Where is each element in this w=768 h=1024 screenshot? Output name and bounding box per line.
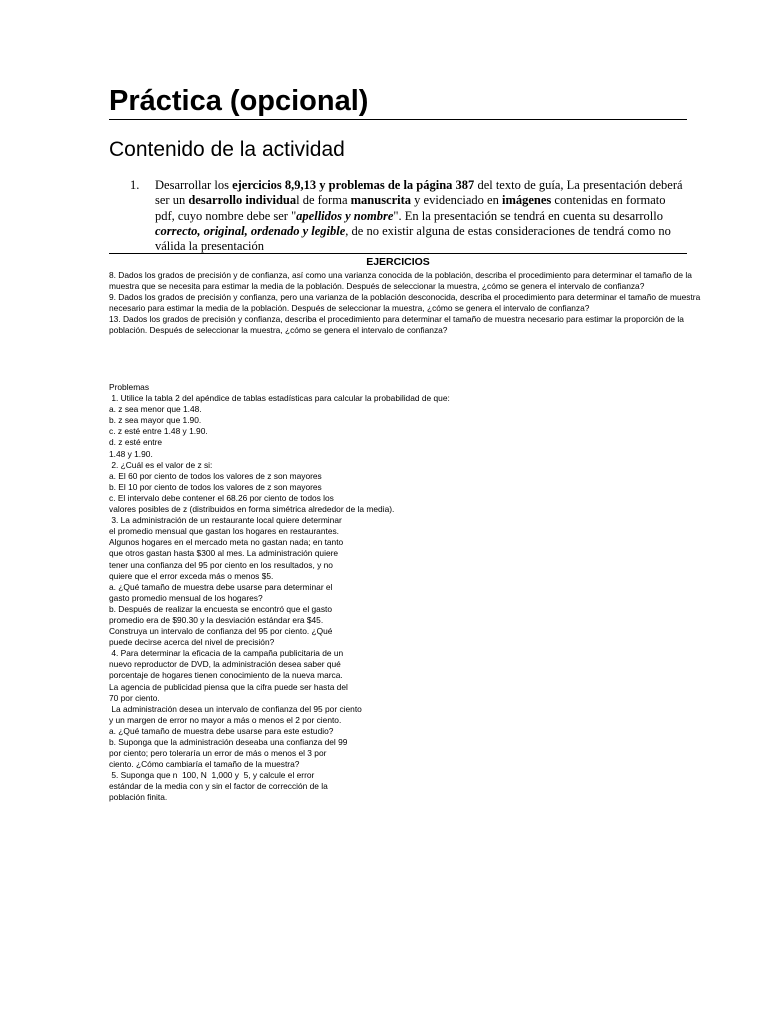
problem-line: Construya un intervalo de confianza del 95 por ciento. ¿Qué: [109, 626, 333, 637]
problem-line: porcentaje de hogares tienen conocimiento de la nueva marca.: [109, 670, 343, 681]
problem-line: gasto promedio mensual de los hogares?: [109, 592, 263, 603]
instr-bold-manuscrita: manuscrita: [350, 193, 412, 208]
problem-line: 4. Para determinar la eficacia de la campaña publicitaria de un: [109, 648, 344, 659]
problem-line: La agencia de publicidad piensa que la cifra puede ser hasta del: [109, 681, 348, 692]
problem-line: b. El 10 por ciento de todos los valores de z son mayores: [109, 481, 322, 492]
instr-text-1: Desarrollar los: [155, 178, 233, 192]
problem-line: puede decirse acerca del nivel de precisión?: [109, 637, 275, 648]
instr-text-2: del texto de guía, La presentación deberá ser un: [155, 178, 683, 208]
list-number: 1.: [130, 178, 140, 192]
problems-heading: Problemas: [109, 382, 150, 392]
instr-bold-italic-criteria: correcto, original, ordenado y legible: [155, 223, 346, 238]
problem-line: que otros gastan hasta $300 al mes. La administración quiere: [109, 548, 339, 559]
problem-line: c. El intervalo debe contener el 68.26 por ciento de todos los: [109, 492, 334, 503]
problem-line: quiere que el error exceda más o menos $5.: [109, 570, 274, 581]
instr-text-5: contenidas en formato pdf, cuyo nombre debe ser ": [155, 193, 666, 223]
problem-line: a. ¿Qué tamaño de muestra debe usarse para determinar el: [109, 581, 333, 592]
instr-bold-imagenes: imágenes: [501, 193, 552, 208]
problem-line: 1. Utilice la tabla 2 del apéndice de tablas estadísticas para calcular la probabilidad de que:: [109, 393, 450, 404]
exercises-list: [109, 270, 709, 337]
exercise-9: 9. Dados los grados de precisión y confianza, pero una varianza de la población desconocida, describa el procedimiento para determinar el tamaño de muestra necesario para estimar la media de la población. Después de seleccionar la muestra, ¿cómo se genera el intervalo de confianza?: [109, 292, 701, 314]
problem-line: ciento. ¿Cómo cambiaría el tamaño de la muestra?: [109, 759, 300, 770]
problem-line: c. z esté entre 1.48 y 1.90.: [109, 426, 208, 437]
problem-line: 3. La administración de un restaurante local quiere determinar: [109, 515, 342, 526]
instr-bold-exercises: ejercicios 8,9,13 y problemas de la página 387: [232, 178, 475, 192]
instr-bold-italic-name: apellidos y nombre: [296, 208, 394, 223]
instr-text-4: y evidenciado en: [411, 193, 502, 208]
problem-line: a. El 60 por ciento de todos los valores de z son mayores: [109, 470, 322, 481]
problem-line: población finita.: [109, 792, 168, 803]
exercise-13: 13. Dados los grados de precisión y confianza, describa el procedimiento para determinar el tamaño de muestra necesario para estimar la proporción de la población. Después de seleccionar la muestra, ¿cómo se genera el intervalo de confianza?: [109, 314, 684, 336]
problem-line: a. ¿Qué tamaño de muestra debe usarse para este estudio?: [109, 725, 334, 736]
problem-line: estándar de la media con y sin el factor de corrección de la: [109, 781, 328, 792]
problem-line: d. z esté entre: [109, 437, 163, 448]
instr-text-7: , de no existir alguna de estas consideraciones de tendrá como no válida la presentación: [155, 223, 671, 254]
problem-line: Algunos hogares en el mercado meta no gastan nada; en tanto: [109, 537, 344, 548]
problem-line: a. z sea menor que 1.48.: [109, 404, 202, 415]
activity-content-heading: Contenido de la actividad: [109, 138, 345, 161]
exercise-8: 8. Dados los grados de precisión y de confianza, así como una varianza conocida de la población, describa el procedimiento para determinar el tamaño de la muestra que se necesita para estimar la media de la población. Después de seleccionar la muestra, ¿cómo se genera el intervalo de confianza?: [109, 270, 692, 292]
problem-line: el promedio mensual que gastan los hogares en restaurantes.: [109, 526, 339, 537]
problem-line: valores posibles de z (distribuidos en forma simétrica alrededor de la media).: [109, 504, 395, 515]
problem-line: nuevo reproductor de DVD, la administración desea saber qué: [109, 659, 341, 670]
problem-line: y un margen de error no mayor a más o menos el 2 por ciento.: [109, 714, 342, 725]
problem-line: promedio era de $90.30 y la desviación estándar era $45.: [109, 614, 324, 625]
instr-text-3: l de forma: [296, 193, 351, 208]
problem-line: b. Suponga que la administración deseaba una confianza del 99: [109, 737, 348, 747]
problem-line: b. Después de realizar la encuesta se encontró que el gasto: [109, 603, 333, 614]
page-title: Práctica (opcional): [109, 84, 687, 120]
instr-bold-individual: desarrollo individua: [188, 193, 297, 208]
instructions-text: [155, 178, 686, 254]
problem-line: por ciento; pero toleraría un error de más o menos el 3 por: [109, 748, 327, 759]
problem-line: 2. ¿Cuál es el valor de z si:: [109, 459, 213, 470]
problem-line: tener una confianza del 95 por ciento en los resultados, y no: [109, 559, 333, 570]
instr-text-6: ". En la presentación se tendrá en cuenta su desarrollo: [393, 208, 663, 223]
problems-section: [109, 382, 709, 804]
divider: [109, 253, 687, 254]
problem-line: La administración desea un intervalo de confianza del 95 por ciento: [109, 703, 362, 714]
exercises-heading: EJERCICIOS: [366, 256, 430, 268]
instructions-item: [130, 178, 686, 254]
problem-line: b. z sea mayor que 1.90.: [109, 415, 202, 426]
problem-line: 1.48 y 1.90.: [109, 448, 153, 459]
problem-line: 70 por ciento.: [109, 692, 160, 703]
problem-line: 5. Suponga que n 100, N 1,000 y 5, y calcule el error: [109, 770, 315, 781]
